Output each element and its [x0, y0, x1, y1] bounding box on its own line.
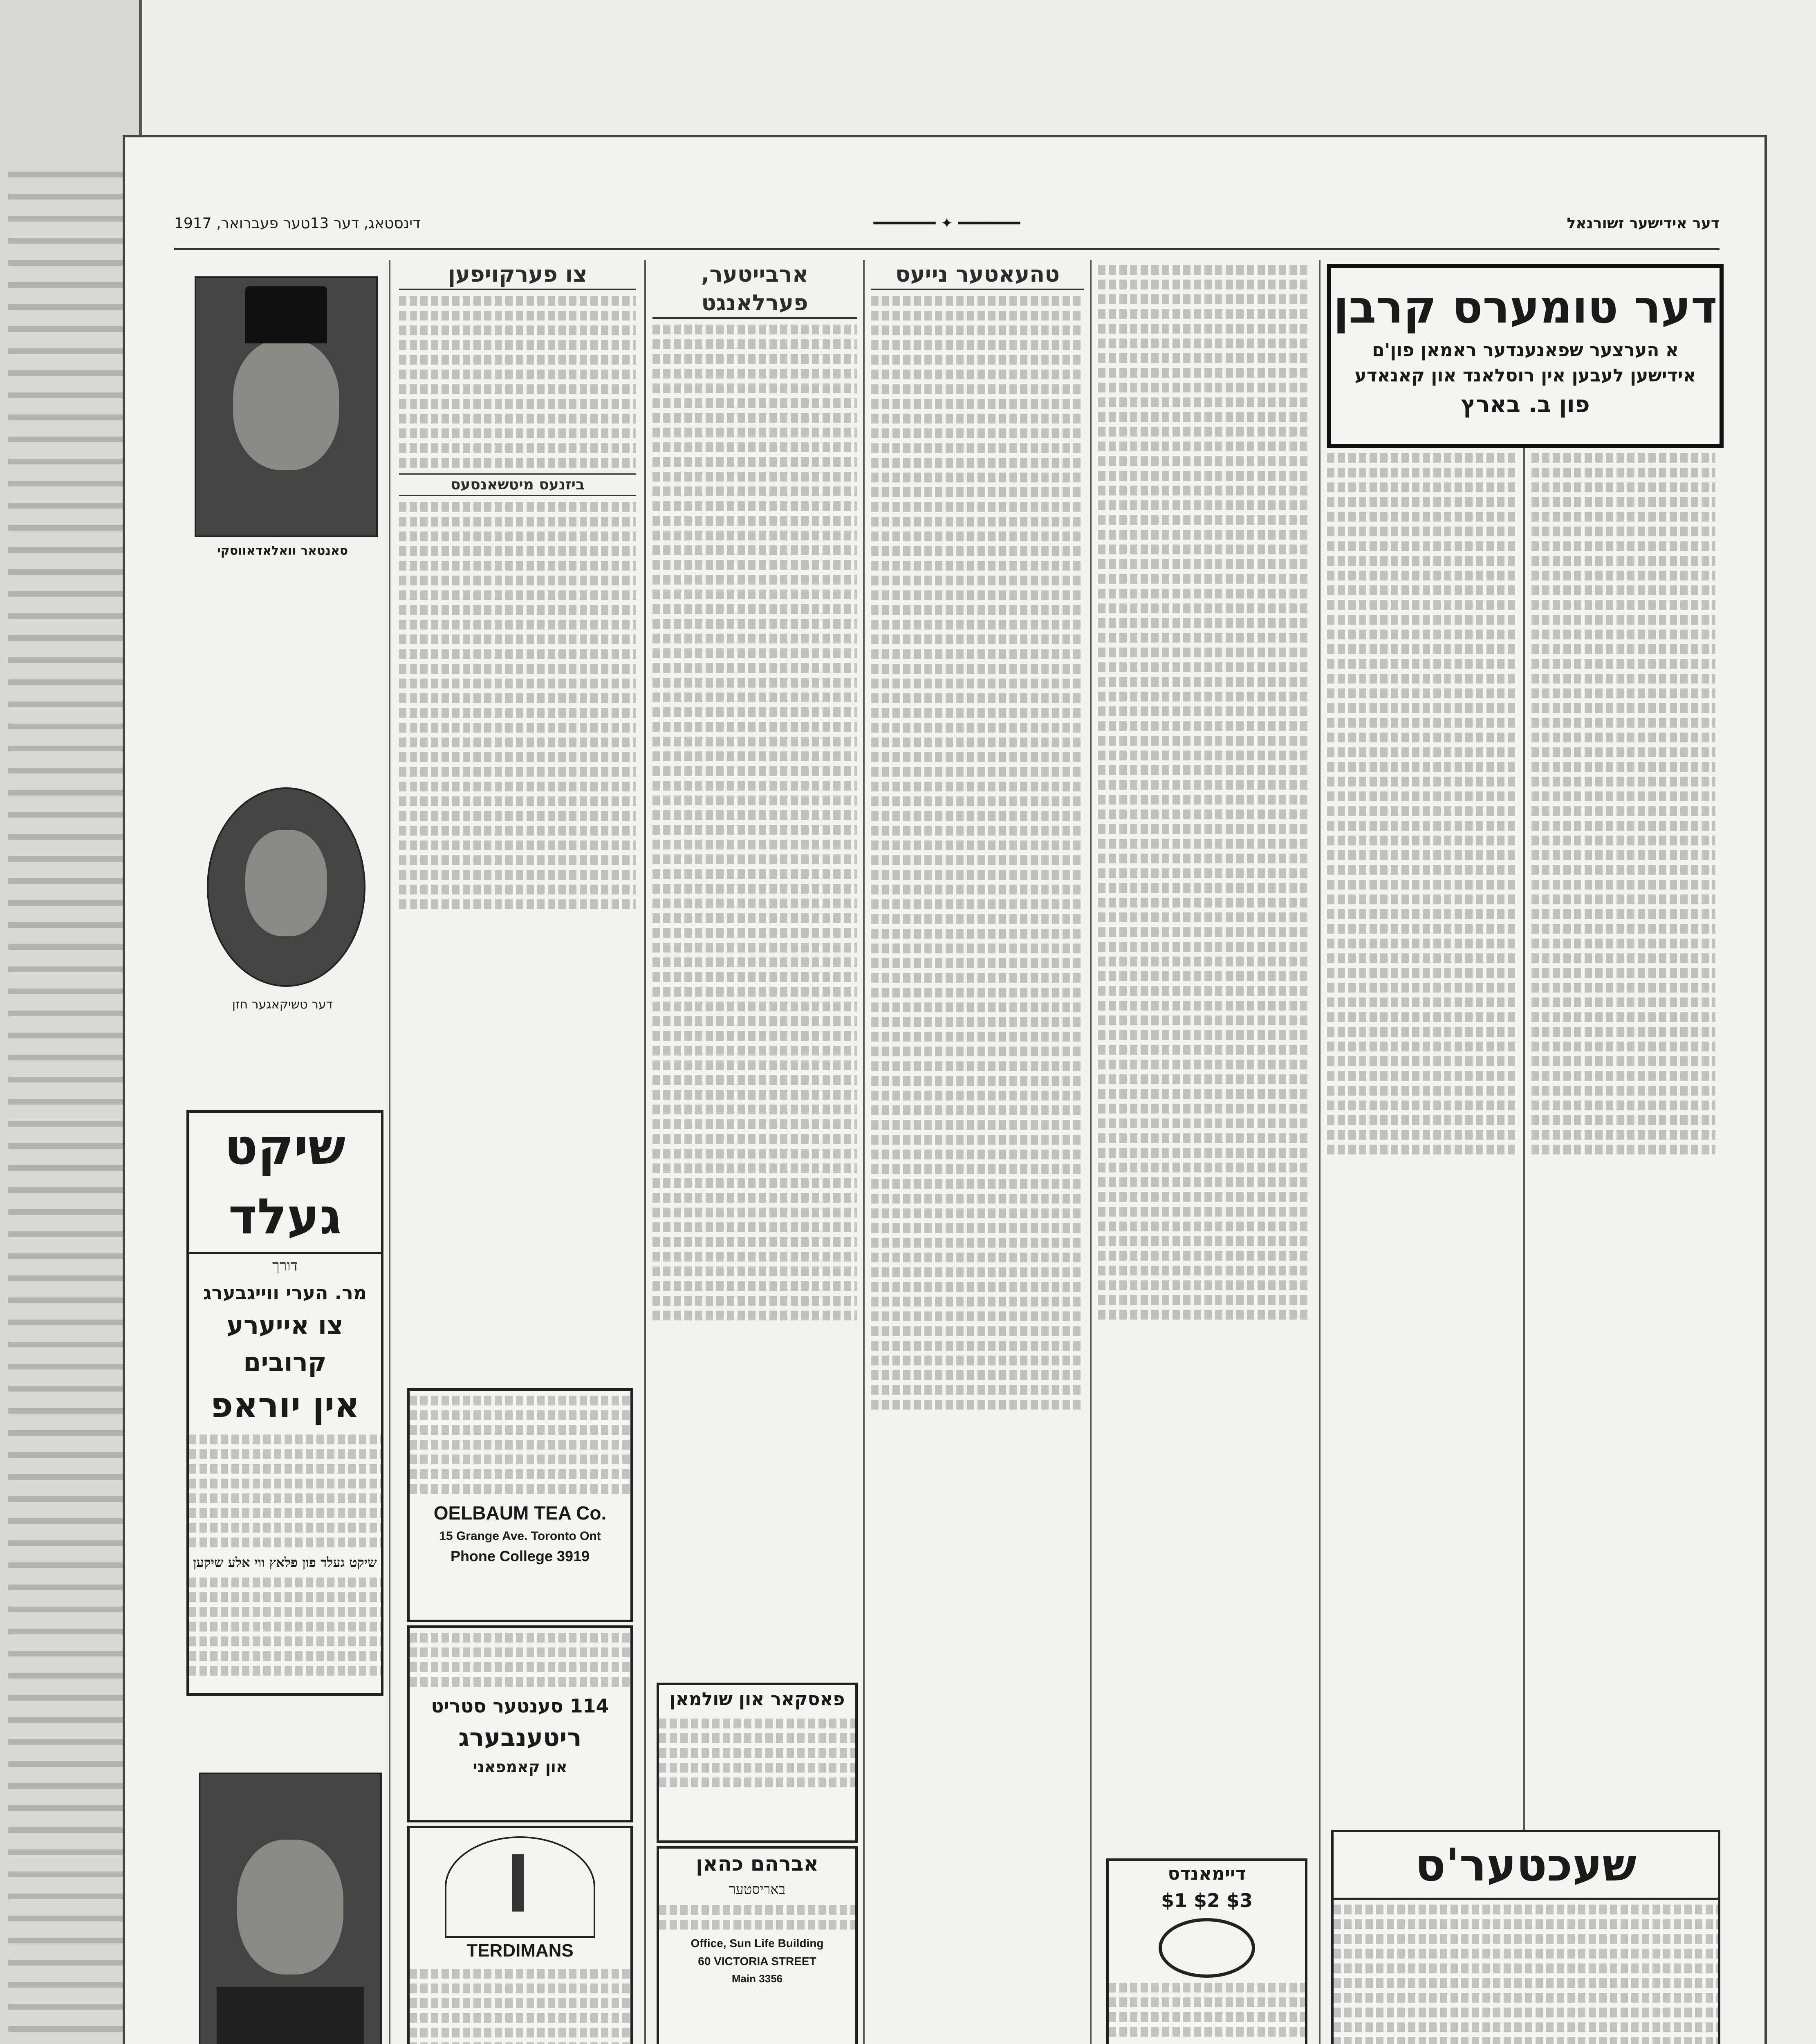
ad-terdimans	[407, 1826, 633, 2044]
previous-page-edge	[0, 0, 142, 2044]
previous-page-text	[8, 172, 127, 2044]
ad-send-money-line5: שיקט געלד פון פלאץ ווי אלע שיקען	[193, 1555, 377, 1570]
column-rule	[1090, 260, 1092, 2044]
ad-paskar-title: פאסקאר און שולמאן	[669, 1689, 845, 1710]
ad-reichenberg-name: ריטענבערג	[458, 1724, 582, 1752]
newspaper-name: דער אידישער זשורנאל	[1567, 215, 1720, 232]
ring-icon	[1159, 1918, 1255, 1978]
column-rule	[389, 260, 390, 2044]
column-rule	[1523, 448, 1525, 2044]
column-2-subheader: ביזנעס מיטשאנסעס	[399, 473, 636, 496]
ad-paskar-shulman	[657, 1683, 858, 1843]
ad-send-money-line2: מר. הערי ווייגבערג	[203, 1282, 367, 1304]
ad-send-money-line3: צו אייערע קרובים	[226, 1310, 343, 1377]
ad-oelbaum-tea	[407, 1388, 633, 1622]
serial-title-box	[1327, 264, 1724, 448]
ad-kahan-phone: Main 3356	[731, 1972, 783, 1985]
portrait-photo-bottom	[199, 1773, 382, 2044]
ad-kahan-name: אברהם כהאן	[696, 1852, 818, 1876]
ad-kahan-street: 60 VICTORIA STREET	[698, 1955, 816, 1968]
masthead-rule	[174, 248, 1720, 250]
column-7	[1531, 448, 1715, 1818]
ad-send-money-line4: אין יוראפ	[210, 1385, 360, 1425]
column-rule	[1319, 260, 1321, 2044]
ad-send-money-title: שיקט געלד	[189, 1113, 381, 1254]
portrait-photo-top	[195, 276, 378, 537]
column-4-header: טהעאטער נייעס	[871, 260, 1084, 290]
column-6	[1327, 448, 1515, 1818]
column-5	[1098, 260, 1311, 2044]
column-2-header: צו פערקויפען	[399, 260, 636, 290]
ad-oelbaum-address: 15 Grange Ave. Toronto Ont	[439, 1529, 601, 1543]
serial-title: דער טומערס קרבן	[1333, 281, 1717, 333]
ad-oelbaum-name: OELBAUM TEA Co.	[433, 1502, 607, 1524]
ad-send-money	[186, 1110, 383, 1696]
ad-reichenberg-number: 114 סענטער סטריט	[431, 1695, 609, 1717]
ad-oelbaum-phone: Phone College 3919	[450, 1548, 590, 1564]
column-3-header: ארבייטער, פערלאנגט	[652, 260, 857, 319]
ad-kahan-barrister	[657, 1846, 858, 2044]
ad-shechter	[1331, 1830, 1720, 2044]
portrait-caption-middle: דער טשיקאגער חזן	[232, 997, 333, 1012]
ad-terdimans-name: TERDIMANS	[466, 1941, 574, 1961]
column-rule	[644, 260, 646, 2044]
ad-shechter-title: שעכטער'ס	[1334, 1832, 1718, 1900]
ad-reichenberg	[407, 1625, 633, 1822]
serial-subtitle: א הערצער שפאנענדער ראמאן פון'ם אידישען לעבען אין רוסלאנד און קאנאדע	[1354, 340, 1696, 386]
column-4	[871, 260, 1084, 2044]
serial-author: פון ב. בארץ	[1461, 391, 1590, 418]
ad-diamonds	[1106, 1858, 1307, 2044]
ad-kahan-office: Office, Sun Life Building	[691, 1937, 824, 1950]
ad-reichenberg-sub: און קאמפאני	[473, 1758, 567, 1776]
masthead-date: דינסטאג, דער 13טער פעברואר, 1917	[174, 215, 421, 232]
ad-diamonds-title: דיימאנדס	[1168, 1863, 1246, 1884]
ad-send-money-line1: דורך	[272, 1257, 298, 1274]
candle-icon	[512, 1854, 524, 1912]
masthead	[174, 211, 1720, 244]
portrait-photo-middle	[207, 787, 365, 987]
ad-diamonds-price: $1 $2 $3	[1161, 1889, 1253, 1912]
ad-kahan-sub: באריסטער	[729, 1881, 786, 1898]
newspaper-sheet	[123, 135, 1767, 2044]
column-rule	[863, 260, 865, 2044]
portrait-caption-top: סאנטאר וואלאדאווסקי	[217, 544, 348, 558]
masthead-rule-ornament: ━━━━━━━ ✦ ━━━━━━━	[873, 215, 1020, 232]
